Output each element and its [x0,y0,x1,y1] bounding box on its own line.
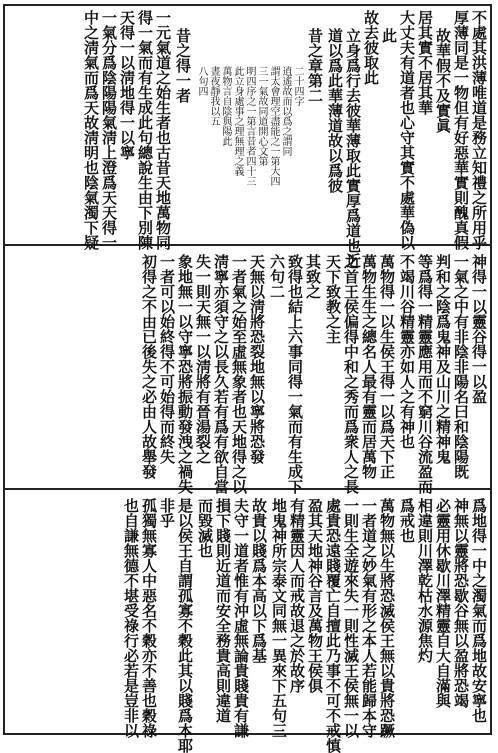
text-column: 萬物無以生將恐滅侯王無以貴將恐蹶 [378,498,396,738]
text-column: 一者氣之始至虛無象者也天地得之以 [230,254,248,494]
panel-1 [6,6,490,268]
text-column: 失一則天無一以淸將有晉湯裂之 [194,254,212,464]
text-column: 天下致教之主 [324,254,342,344]
text-column: 處貴恐遠賤覆亡自擅此乃事不可不戒慎 [324,498,342,753]
text-column: 道以爲此華薄道故以爲彼 [326,28,344,193]
text-column: 萬物生生之總名人最有靈而居萬物 [360,254,378,479]
text-column: 爲地得一中之濁氣而爲地故安寧也 [470,498,488,723]
text-column: 一者道之妙氣有形之本人若能歸本守 [360,498,378,738]
section-heading: 昔之得一者 [174,28,192,103]
text-column: 神得一以靈谷得一以盈 [470,254,488,404]
text-column: 一氣之中有非陰非陽名曰和陰陽既 [452,254,470,479]
panel-2 [6,250,490,494]
text-column: 孤獨無寡人中惡名不穀亦不善也穀祿 [140,498,158,738]
text-column: 不竭川谷精靈亦如人之有神也 [398,254,416,449]
text-column: 大丈夫有道者也心守其實不處華偽以 [398,10,416,250]
text-column: 不處其洪薄唯道是務立知禮之所用乎 [470,10,488,250]
text-column: 中之淸氣而爲天故淸明也陰氣濁下疑 [82,10,100,250]
text-column: 而毀滅也 [196,498,214,558]
text-column: 淸寧亦須守之以長久若有爲有欲自當 [212,254,230,494]
text-column: 故貴以賤爲本高以下爲基 [250,498,268,663]
text-column: 神無以靈將恐歇谷無以盈將恐竭 [452,498,470,708]
text-column: 萬物得一以生侯王得一以爲天下正 [378,254,396,479]
text-column: 相違則川澤乾枯水源焦灼 [416,498,434,663]
text-column: 夫守一道者惟有沖虛無論貴賤貴有謙 [232,498,250,738]
text-column: 其致之 [304,254,322,299]
commentary-column: 逍遙故而以爲之謂同 [280,66,291,156]
commentary-column: 八句四 [196,66,207,96]
text-column: 判和之陰爲鬼神及山川之精神鬼 [434,254,452,464]
text-column: 致得也結上六事同得一氣而有生成下 [286,254,304,494]
text-column: 故去彼取此 [362,10,380,85]
text-column: 地鬼神所宗泰文同無一異來下五句三 [270,498,288,738]
text-column: 損下賤則近道而安全務貴高則違道 [214,498,232,723]
chapter-title: 昔之章第二 [306,28,324,103]
commentary-column: 萬物言自陰與陽此 [220,66,231,146]
text-column: 爲戒也 [398,498,416,543]
text-column: 有精靈因人而戒故退之於故序 [288,498,306,693]
text-column: 是以侯王自謂孤寡不穀此其以賤爲本耶 [176,498,194,753]
text-column: 必靈用休歇川澤精靈自大自滿與 [434,498,452,708]
text-column: 盈其天地神谷言及萬物王侯俱 [306,498,324,693]
text-column: 此 [380,28,398,43]
text-column: 六句二 [268,254,286,299]
commentary-column: 謂太會理空盡能之一第大四 [268,66,279,186]
commentary-column: 三一氣故同道開心文第 [256,66,267,166]
text-column: 一則生全遊來失一則性滅王侯無一以 [342,498,360,738]
text-column: 也自謙無德不堪受祿行必若是豈非以 [122,498,140,738]
text-column: 厚薄同是一物但有好惡華實則醜真假 [452,10,470,250]
text-column: 天得一以淸地得一以寧 [118,10,136,160]
text-column: 天無以淸將恐裂地無以寧將恐發 [248,254,266,464]
commentary-column: 此立身處事之理無理之義 [232,66,243,176]
text-column: 故華假不及實眞 [434,28,452,133]
text-column: 之首王侯偏得中和之秀而爲衆人之長 [342,254,360,494]
text-column: 非乎 [158,498,176,528]
text-column: 象地無一以守寧恐將振動發洩之禍失 [176,254,194,494]
panel-3 [6,494,490,753]
commentary-column: 明四序之一第言昔者四十三 [244,66,255,186]
commentary-column: 晝夜靜我以五 [208,66,219,126]
text-column: 居其實不居其華 [416,10,434,115]
text-column: 立身爲行去彼華薄取此實厚爲道也近 [344,28,362,268]
text-column: 得一氣而有生成此句總說生由下別陳 [136,10,154,250]
text-column: 一者可以始終得不可始得而終失 [158,254,176,464]
text-column: 一元氣道之始生者也古昔天地萬物同 [154,10,172,250]
commentary-column: 二十四字 [292,66,303,106]
text-column: 初得之不由已後失之必由人故舉發 [140,254,158,479]
text-column: 一氣分爲陰陽陽氣淸上澄爲天天得一 [100,10,118,250]
panel-divider-1 [3,244,492,246]
text-column: 等爲得一精靈應用而不窮川谷流盈而 [416,254,434,494]
